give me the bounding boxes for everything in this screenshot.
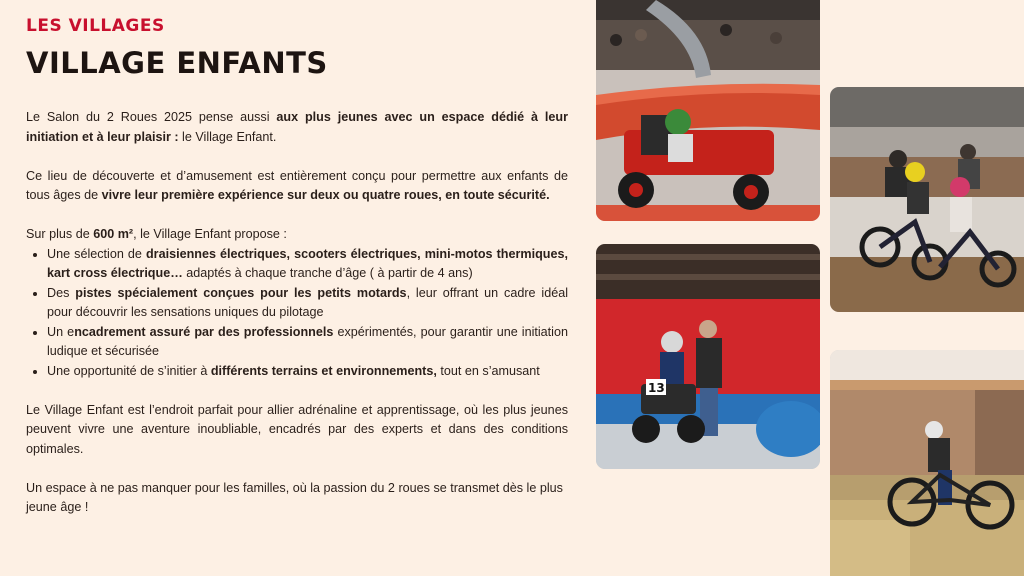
- closing-paragraph: Le Village Enfant est l’endroit parfait pour allier adrénaline et apprentissage, où les plus jeunes peuvent vivre une aventure inoubliable, encadrés par des experts et dans des conditions optimales.: [26, 402, 568, 456]
- body-text: [26, 108, 568, 537]
- offer-area: 600 m²: [93, 227, 134, 241]
- list-item-bold: draisiennes électriques, scooters électriques, mini-motos thermiques, kart cross électrique…: [47, 246, 568, 280]
- list-item: [47, 362, 568, 382]
- mini-moto-photo: [596, 244, 820, 469]
- discovery-paragraph: [26, 167, 568, 206]
- list-item-text: Une sélection de: [47, 246, 146, 261]
- list-item-text: Un e: [47, 324, 75, 339]
- list-item-text: Des: [47, 285, 76, 300]
- offer-list: [26, 245, 568, 382]
- balance-bike-photo: [830, 87, 1024, 312]
- list-item-bold: ncadrement assuré par des professionnels: [74, 324, 334, 339]
- offer-text-2: , le Village Enfant propose :: [133, 227, 287, 241]
- list-item: [47, 323, 568, 362]
- offer-text-1: Sur plus de: [26, 227, 94, 241]
- list-item-text: Une opportunité de s’initier à: [47, 363, 211, 378]
- bib-number: 13: [648, 381, 665, 395]
- discovery-bold: vivre leur première expérience sur deux ou quatre roues, en toute sécurité.: [101, 188, 550, 202]
- offroad-bike-photo: [830, 350, 1024, 576]
- list-item-text: , leur offrant un cadre idéal pour découvrir les sensations uniques du pilotage: [47, 285, 569, 319]
- intro-text-2: le Village Enfant.: [178, 129, 277, 144]
- list-item: [47, 245, 568, 284]
- section-eyebrow: LES VILLAGES: [26, 16, 165, 36]
- intro-bold: aux plus jeunes avec un espace dédié à leur initiation et à leur plaisir :: [26, 110, 568, 144]
- list-item: [47, 284, 568, 323]
- list-item-text: adaptés à chaque tranche d’âge ( à partir de 4 ans): [182, 266, 473, 280]
- final-paragraph: Un espace à ne pas manquer pour les familles, où la passion du 2 roues se transmet dès le plus jeune âge !: [26, 480, 563, 514]
- list-item-bold: pistes spécialement conçues pour les petits motards: [75, 285, 407, 300]
- page-title: VILLAGE ENFANTS: [26, 46, 328, 80]
- list-item-bold: différents terrains et environnements,: [210, 363, 437, 378]
- list-item-text: expérimentés, pour garantir une initiation ludique et sécurisée: [47, 324, 568, 358]
- intro-text-1: Le Salon du 2 Roues 2025 pense aussi: [26, 110, 277, 124]
- discovery-text: Ce lieu de découverte et d’amusement est entièrement conçu pour permettre aux enfants de tous âges de: [26, 168, 568, 202]
- offer-intro: [26, 225, 568, 245]
- list-item-text: tout en s’amusant: [436, 363, 540, 378]
- intro-paragraph: [26, 108, 568, 147]
- kart-photo: [596, 0, 820, 221]
